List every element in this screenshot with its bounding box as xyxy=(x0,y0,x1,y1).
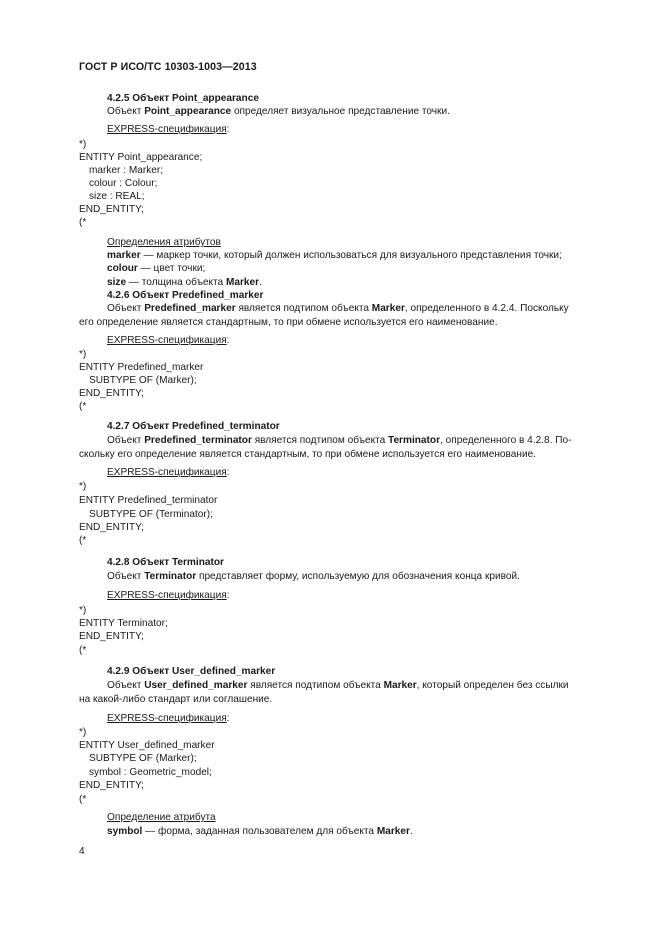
section-title-4-2-5: 4.2.5 Объект Point_appearance xyxy=(107,93,259,104)
code-line: *) xyxy=(79,727,87,738)
code-line: END_ENTITY; xyxy=(79,631,144,642)
code-line: symbol : Geometric_model; xyxy=(89,767,212,778)
code-line: ENTITY Terminator; xyxy=(79,618,168,629)
code-line: END_ENTITY; xyxy=(79,780,144,791)
code-line: *) xyxy=(79,139,87,150)
section-desc-4-2-8: Объект Terminator представляет форму, используемую для обозначения конца кривой. xyxy=(107,571,520,582)
express-label: EXPRESS-спецификация: xyxy=(107,467,230,478)
code-line: (* xyxy=(79,401,87,412)
code-line: SUBTYPE OF (Marker); xyxy=(89,753,197,764)
section-desc-4-2-9-cont: на какой-либо стандарт или соглашение. xyxy=(79,694,273,705)
code-line: ENTITY User_defined_marker xyxy=(79,740,215,751)
section-title-4-2-9: 4.2.9 Объект User_defined_marker xyxy=(107,666,276,677)
code-line: colour : Colour; xyxy=(89,178,158,189)
code-line: SUBTYPE OF (Terminator); xyxy=(89,509,213,520)
code-line: (* xyxy=(79,535,87,546)
code-line: *) xyxy=(79,481,87,492)
code-line: *) xyxy=(79,349,87,360)
code-line: END_ENTITY; xyxy=(79,388,144,399)
express-label: EXPRESS-спецификация: xyxy=(107,124,230,135)
section-desc-4-2-6: Объект Predefined_marker является подтипом объекта Marker, определенного в 4.2.4. Поскольку xyxy=(107,303,569,314)
code-line: (* xyxy=(79,217,87,228)
section-desc-4-2-7-cont: скольку его определение является стандартным, то при обмене используется его наименование. xyxy=(79,449,537,460)
document-header: ГОСТ Р ИСО/ТС 10303-1003—2013 xyxy=(79,61,257,73)
attr-heading: Определение атрибута xyxy=(107,812,216,823)
code-line: (* xyxy=(79,645,87,656)
code-line: (* xyxy=(79,794,87,805)
section-title-4-2-6: 4.2.6 Объект Predefined_marker xyxy=(107,290,264,301)
code-line: ENTITY Point_appearance; xyxy=(79,152,203,163)
code-line: SUBTYPE OF (Marker); xyxy=(89,375,197,386)
section-title-4-2-8: 4.2.8 Объект Terminator xyxy=(107,557,224,568)
code-line: ENTITY Predefined_terminator xyxy=(79,495,218,506)
express-label: EXPRESS-спецификация: xyxy=(107,590,230,601)
code-line: ENTITY Predefined_marker xyxy=(79,362,204,373)
code-line: marker : Marker; xyxy=(89,165,164,176)
attr-marker: marker — маркер точки, который должен использоваться для визуального представления точки; xyxy=(107,250,562,261)
express-label: EXPRESS-спецификация: xyxy=(107,335,230,346)
attr-heading: Определения атрибутов xyxy=(107,237,221,248)
section-title-4-2-7: 4.2.7 Объект Predefined_terminator xyxy=(107,421,280,432)
attr-colour: colour — цвет точки; xyxy=(107,263,206,274)
section-desc-4-2-5: Объект Point_appearance определяет визуальное представление точки. xyxy=(107,106,450,117)
code-line: size : REAL; xyxy=(89,191,145,202)
attr-symbol: symbol — форма, заданная пользователем для объекта Marker. xyxy=(107,826,413,837)
section-desc-4-2-6-cont: его определение является стандартным, то при обмене используется его наименование. xyxy=(79,317,498,328)
code-line: *) xyxy=(79,605,87,616)
attr-size: size — толщина объекта Marker. xyxy=(107,277,262,288)
code-line: END_ENTITY; xyxy=(79,204,144,215)
code-line: END_ENTITY; xyxy=(79,522,144,533)
page-number: 4 xyxy=(79,846,85,857)
section-desc-4-2-7: Объект Predefined_terminator является подтипом объекта Terminator, определенного в 4.2.8. По- xyxy=(107,435,572,446)
express-label: EXPRESS-спецификация: xyxy=(107,713,230,724)
section-desc-4-2-9: Объект User_defined_marker является подтипом объекта Marker, который определен без ссылки xyxy=(107,680,569,691)
